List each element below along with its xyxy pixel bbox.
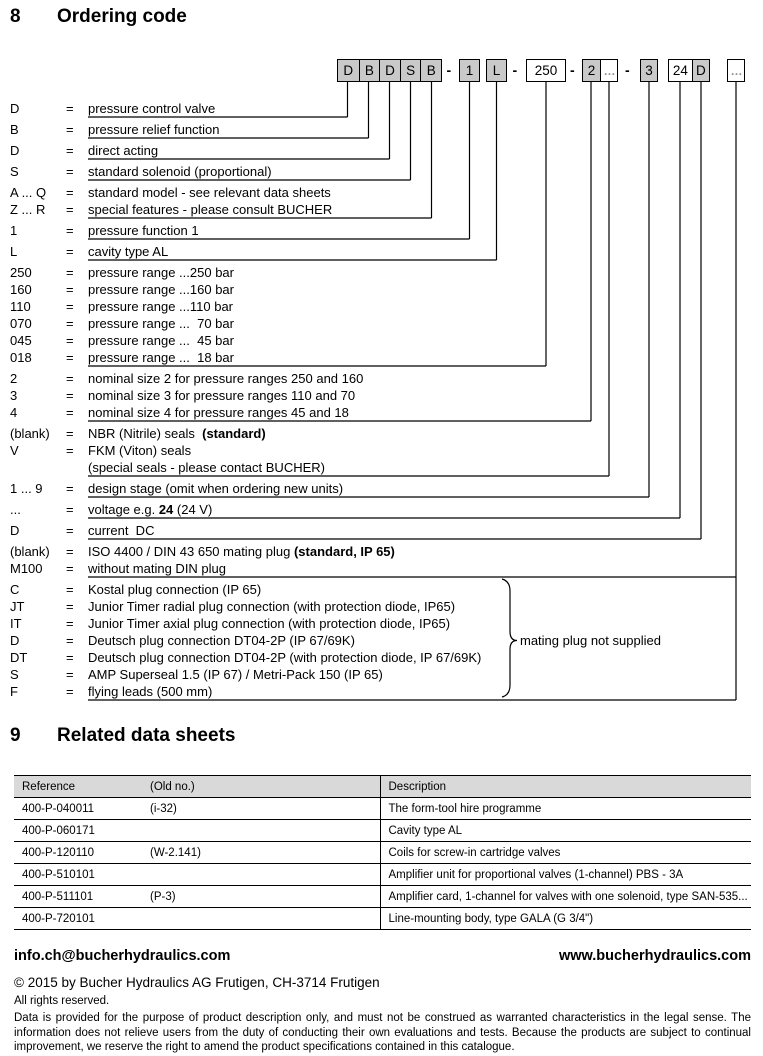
legend-equals: = [66,426,74,441]
legend-equals: = [66,544,74,559]
legend-equals: = [66,684,74,699]
legend-code: 1 [10,223,18,238]
section-number: 8 [10,6,21,27]
legend-description: Kostal plug connection (IP 65) [88,582,262,597]
legend-equals: = [66,223,74,238]
legend-equals: = [66,143,74,158]
table-cell [142,908,380,930]
legend-description: Deutsch plug connection DT04-2P (with protection diode, IP 67/69K) [88,650,482,665]
ordering-code-box [668,59,710,82]
legend-equals: = [66,443,74,458]
legend-equals: = [66,299,74,314]
table-row [14,820,751,842]
legend-equals: = [66,388,74,403]
legend-code: JT [10,599,25,614]
ordering-code-box [486,59,507,82]
legend-equals: = [66,616,74,631]
code-separator: - [446,62,452,78]
section-title: Ordering code [57,6,187,27]
table-header-cell: (Old no.) [142,776,380,798]
legend-code: 045 [10,333,32,348]
legend-equals: = [66,333,74,348]
legend-description: design stage (omit when ordering new units) [88,481,344,496]
legend-description: pressure range ... 70 bar [88,316,234,331]
legend-description: Junior Timer radial plug connection (with protection diode, IP65) [88,599,456,614]
code-separator: - [625,62,630,78]
legend-code: M100 [10,561,43,576]
legend-description: cavity type AL [88,244,169,259]
legend-code: C [10,582,20,597]
legend-code: 2 [10,371,18,386]
table-row [14,886,751,908]
legend-description: (special seals - please contact BUCHER) [88,460,325,475]
table-row [14,864,751,886]
legend-equals: = [66,282,74,297]
table-cell: 400-P-720101 [14,908,142,930]
legend-description: special features - please consult BUCHER [88,202,333,217]
legend-equals: = [66,633,74,648]
legend-description: nominal size 2 for pressure ranges 250 and 160 [88,371,364,386]
table-cell: Line-mounting body, type GALA (G 3/4") [380,908,751,930]
legend-code: IT [10,616,22,631]
code-cell: 24 [672,63,688,78]
legend-code: 1 ... 9 [10,481,43,496]
legend-description: nominal size 3 for pressure ranges 110 and 70 [88,388,356,403]
legend-code: A ... Q [10,185,47,200]
ordering-code-box [526,59,566,82]
legend-equals: = [66,122,74,137]
legend-description: pressure range ... 45 bar [88,333,234,348]
table-cell: (W-2.141) [142,842,380,864]
legend-equals: = [66,650,74,665]
legend-code: S [10,164,19,179]
legend-equals: = [66,185,74,200]
table-row [14,908,751,930]
legend-code: 160 [10,282,32,297]
table-cell: 400-P-510101 [14,864,142,886]
table-cell: 400-P-120110 [14,842,142,864]
contact-row [14,948,751,964]
table-cell: Amplifier card, 1-channel for valves with one solenoid, type SAN-535... [380,886,751,908]
code-cell: 2 [583,60,600,81]
legend-code: B [10,122,19,137]
legend-equals: = [66,502,74,517]
table-header-cell: Reference [14,776,142,798]
legal-paragraph: Data is provided for the purpose of product description only, and must not be construed as warranted characteristics in the legal sense. The information does not relieve users from the duty of conducting their own evaluations and tests. Because the products are subject to continual improvement, we reserve the right to amend the product specifications contained in this catalogue. [14,1012,751,1053]
legend-code: 3 [10,388,18,403]
legend-equals: = [66,481,74,496]
legend-description: pressure relief function [88,122,220,137]
table-row [14,798,751,820]
legend-equals: = [66,101,74,116]
legend-code: (blank) [10,426,50,441]
table-header-cell: Description [380,776,751,798]
legend-code: V [10,443,19,458]
ordering-code-box [640,59,658,82]
legend-description: ISO 4400 / DIN 43 650 mating plug (standard, IP 65) [88,544,395,559]
legend-description: pressure range ...160 bar [88,282,234,297]
legend-code: D [10,101,20,116]
code-cell: 3 [641,60,657,81]
section-title: Related data sheets [57,725,236,746]
legend-equals: = [66,265,74,280]
legend-description: flying leads (500 mm) [88,684,213,699]
legend-equals: = [66,405,74,420]
website-url: www.bucherhydraulics.com [558,948,751,964]
table-cell: Cavity type AL [380,820,751,842]
legend-description: pressure range ...110 bar [88,299,234,314]
legend-equals: = [66,164,74,179]
code-cell: B [420,60,441,81]
table-cell: The form-tool hire programme [380,798,751,820]
code-cell: … [730,63,742,78]
legend-equals: = [66,582,74,597]
legend-equals: = [66,667,74,682]
legend-description: without mating DIN plug [88,561,227,576]
code-cell: D [692,60,709,81]
legend-code: 070 [10,316,32,331]
legend-code: F [10,684,18,699]
ordering-code-box [582,59,618,82]
code-cell: 1 [460,60,479,81]
legend-code: S [10,667,19,682]
table-cell: (i-32) [142,798,380,820]
code-separator: - [570,62,575,78]
legend-code: 250 [10,265,32,280]
legend-description: Deutsch plug connection DT04-2P (IP 67/69K) [88,633,355,648]
legend-description: nominal size 4 for pressure ranges 45 and 18 [88,405,349,420]
table-header-row [14,776,751,798]
legend-equals: = [66,202,74,217]
table-row [14,842,751,864]
code-cell: … [600,60,617,81]
code-separator: - [512,62,518,78]
legend-code: 018 [10,350,32,365]
legend-description: pressure control valve [88,101,216,116]
table-cell: Amplifier unit for proportional valves (1-channel) PBS - 3A [380,864,751,886]
legend-equals: = [66,316,74,331]
ordering-code-box [727,59,745,82]
legend-description: voltage e.g. 24 (24 V) [88,502,213,517]
code-cell: S [400,60,421,81]
legend-description: pressure range ...250 bar [88,265,234,280]
legend-code: D [10,633,20,648]
legend-description: current DC [88,523,155,538]
legend-description: direct acting [88,143,159,158]
code-cell: B [359,60,380,81]
legend-code: DT [10,650,28,665]
table-cell: 400-P-511101 [14,886,142,908]
code-cell: D [338,60,359,81]
rights-line: All rights reserved. [14,995,110,1007]
table-cell [142,820,380,842]
legend-code: 110 [10,299,31,314]
legend-equals: = [66,371,74,386]
legend-code: 4 [10,405,18,420]
legend-equals: = [66,350,74,365]
legend-equals: = [66,561,74,576]
code-cell: 250 [534,63,558,78]
mating-plug-note: mating plug not supplied [520,632,661,648]
ordering-code-box [459,59,480,82]
brace [502,579,517,697]
contact-email: info.ch@bucherhydraulics.com [14,948,231,964]
table-cell: (P-3) [142,886,380,908]
legend-equals: = [66,599,74,614]
table-cell: 400-P-040011 [14,798,142,820]
table-cell: Coils for screw-in cartridge valves [380,842,751,864]
legend-description: AMP Superseal 1.5 (IP 67) / Metri-Pack 150 (IP 65) [88,667,383,682]
copyright-line: © 2015 by Bucher Hydraulics AG Frutigen, CH-3714 Frutigen [14,975,380,990]
legend-description: pressure function 1 [88,223,199,238]
section-9-heading [10,724,235,748]
legend-code: Z ... R [10,202,46,217]
legend-code: L [10,244,18,259]
legend-description: FKM (Viton) seals [88,443,192,458]
code-cell: L [487,60,506,81]
legend-code: D [10,143,20,158]
legend-description: standard solenoid (proportional) [88,164,272,179]
legend-code: ... [10,502,21,517]
code-cell: D [379,60,400,81]
legend-code: (blank) [10,544,50,559]
related-data-sheets-table [14,775,751,930]
legend-description: standard model - see relevant data sheets [88,185,331,200]
table-cell: 400-P-060171 [14,820,142,842]
section-number: 9 [10,725,21,746]
legend-description: NBR (Nitrile) seals (standard) [88,426,266,441]
table-cell [142,864,380,886]
legend-equals: = [66,523,74,538]
legend-equals: = [66,244,74,259]
legend-description: pressure range ... 18 bar [88,350,234,365]
legend-code: D [10,523,20,538]
legend-description: Junior Timer axial plug connection (with protection diode, IP65) [88,616,451,631]
ordering-code-box [337,59,442,82]
